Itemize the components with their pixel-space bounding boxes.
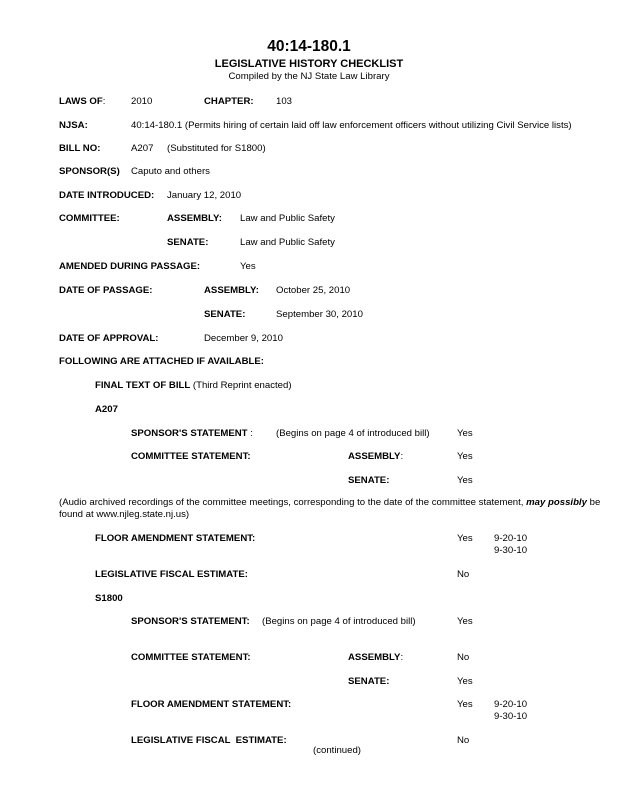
s1800-assembly-value: No [457, 652, 470, 663]
continued-note: (continued) [313, 745, 361, 756]
committee-assembly-label: ASSEMBLY: [167, 213, 222, 224]
passage-assembly-value: October 25, 2010 [276, 285, 351, 296]
njsa-value: 40:14-180.1 (Permits hiring of certain laid off law enforcement officers without utilizing Civil Service lists) [131, 120, 572, 131]
committee-assembly-value: Law and Public Safety [240, 213, 335, 224]
committee-label: COMMITTEE: [59, 213, 120, 224]
njsa-label: NJSA: [59, 120, 88, 131]
a207-sponsor-statement-value: Yes [457, 428, 473, 439]
page-subtitle: LEGISLATIVE HISTORY CHECKLIST [214, 58, 404, 70]
s1800-committee-statement-label: COMMITTEE STATEMENT: [131, 652, 251, 663]
chapter-label: CHAPTER: [204, 96, 254, 107]
passage-senate-label: SENATE: [204, 309, 246, 320]
a207-sponsor-statement-label: SPONSOR'S STATEMENT : [131, 428, 253, 439]
s1800-senate-label: SENATE: [348, 676, 390, 687]
s1800-senate-value: Yes [457, 676, 473, 687]
audio-archive-note: (Audio archived recordings of the committee meetings, corresponding to the date of the committee statement, may possibly be found at www.njleg.state.nj.us) [59, 497, 601, 520]
a207-sponsor-statement-note: (Begins on page 4 of introduced bill) [276, 428, 430, 439]
passage-assembly-label: ASSEMBLY: [204, 285, 259, 296]
committee-senate-label: SENATE: [167, 237, 209, 248]
amended-label: AMENDED DURING PASSAGE: [59, 261, 201, 272]
s1800-floor-amendment-date-1: 9-20-10 [494, 699, 528, 710]
a207-assembly-value: Yes [457, 451, 473, 462]
date-introduced-label: DATE INTRODUCED: [59, 190, 155, 201]
s1800-fiscal-estimate-value: No [457, 735, 470, 746]
attached-heading: FOLLOWING ARE ATTACHED IF AVAILABLE: [59, 356, 264, 367]
s1800-floor-amendment-label: FLOOR AMENDMENT STATEMENT: [131, 699, 292, 710]
compiled-by: Compiled by the NJ State Law Library [228, 71, 390, 82]
s1800-heading: S1800 [95, 593, 123, 604]
passage-senate-value: September 30, 2010 [276, 309, 363, 320]
amended-value: Yes [240, 261, 256, 272]
a207-heading: A207 [95, 404, 118, 415]
s1800-fiscal-estimate-label: LEGISLATIVE FISCAL ESTIMATE: [131, 735, 287, 746]
s1800-sponsor-statement-note: (Begins on page 4 of introduced bill) [262, 616, 416, 627]
s1800-floor-amendment-date-2: 9-30-10 [494, 711, 528, 722]
date-of-approval-label: DATE OF APPROVAL: [59, 333, 159, 344]
a207-floor-amendment-date-2: 9-30-10 [494, 545, 528, 556]
bill-no-value: A207 [131, 143, 154, 154]
page-title: 40:14-180.1 [267, 38, 351, 55]
a207-committee-statement-label: COMMITTEE STATEMENT: [131, 451, 251, 462]
a207-senate-label: SENATE: [348, 475, 390, 486]
bill-no-note: (Substituted for S1800) [167, 143, 266, 154]
date-of-passage-label: DATE OF PASSAGE: [59, 285, 153, 296]
bill-no-label: BILL NO: [59, 143, 101, 154]
sponsors-label: SPONSOR(S) [59, 166, 120, 177]
committee-senate-value: Law and Public Safety [240, 237, 335, 248]
final-text: FINAL TEXT OF BILL (Third Reprint enacted) [95, 380, 292, 391]
a207-fiscal-estimate-value: No [457, 569, 470, 580]
a207-floor-amendment-label: FLOOR AMENDMENT STATEMENT: [95, 533, 256, 544]
laws-of-label: LAWS OF: [59, 96, 106, 107]
a207-fiscal-estimate-label: LEGISLATIVE FISCAL ESTIMATE: [95, 569, 248, 580]
date-introduced-value: January 12, 2010 [167, 190, 242, 201]
a207-floor-amendment-date-1: 9-20-10 [494, 533, 528, 544]
s1800-sponsor-statement-value: Yes [457, 616, 473, 627]
s1800-sponsor-statement-label: SPONSOR'S STATEMENT: [131, 616, 250, 627]
sponsors-value: Caputo and others [131, 166, 210, 177]
a207-senate-value: Yes [457, 475, 473, 486]
chapter-value: 103 [276, 96, 293, 107]
laws-of-value: 2010 [131, 96, 153, 107]
a207-assembly-label: ASSEMBLY: [348, 451, 404, 462]
date-of-approval-value: December 9, 2010 [204, 333, 283, 344]
s1800-assembly-label: ASSEMBLY: [348, 652, 404, 663]
a207-floor-amendment-value: Yes [457, 533, 473, 544]
s1800-floor-amendment-value: Yes [457, 699, 473, 710]
